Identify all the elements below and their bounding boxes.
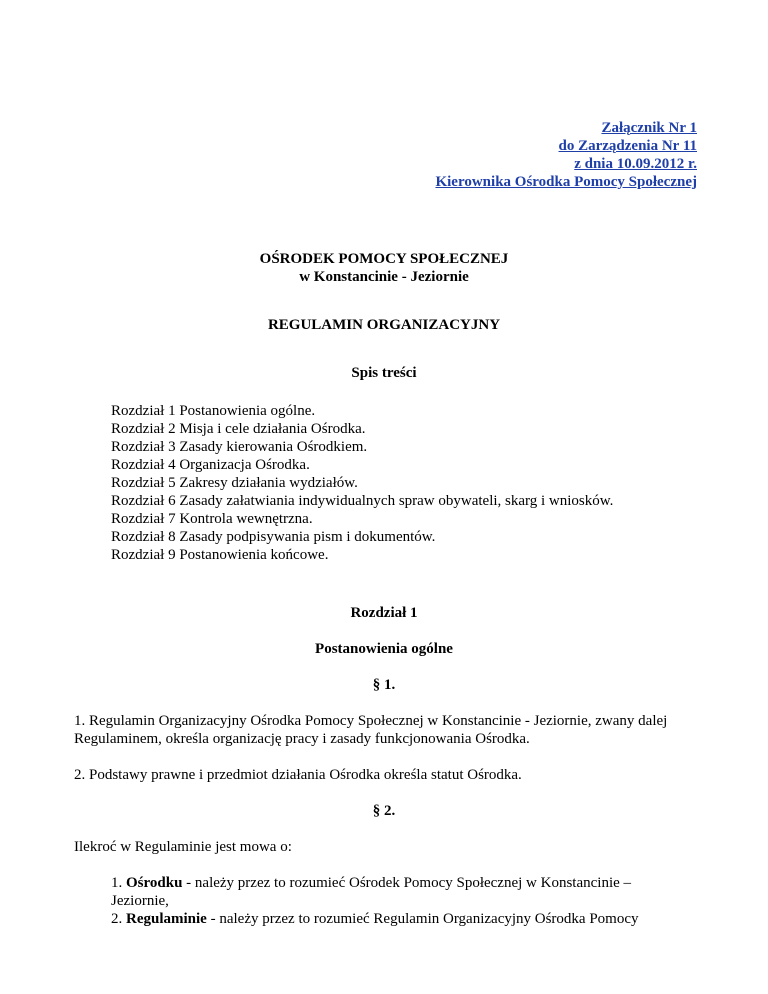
annex-line-2[interactable]: do Zarządzenia Nr 11 [558,138,697,154]
definition-term: Regulaminie [126,911,207,927]
chapter-heading: Rozdział 1 [350,605,418,621]
definition-item-1-continuation: Jeziornie, [111,893,169,909]
section-2-heading: § 2. [372,803,396,819]
toc-item: Rozdział 3 Zasady kierowania Ośrodkiem. [111,439,368,455]
paragraph-1-line-2: Regulaminem, określa organizację pracy i zasady funkcjonowania Ośrodka. [74,731,530,747]
definition-text: - należy przez to rozumieć Ośrodek Pomocy Społecznej w Konstancinie – [182,875,632,891]
toc-item: Rozdział 2 Misja i cele działania Ośrodka. [111,421,366,437]
toc-item: Rozdział 1 Postanowienia ogólne. [111,403,316,419]
institution-name: OŚRODEK POMOCY SPOŁECZNEJ [259,251,509,267]
annex-reference[interactable] [435,119,697,191]
toc-item: Rozdział 7 Kontrola wewnętrzna. [111,511,313,527]
definition-term: Ośrodku [126,875,183,891]
definition-item-1 [111,874,711,892]
paragraph-2: 2. Podstawy prawne i przedmiot działania Ośrodka określa statut Ośrodka. [74,767,522,783]
definitions-intro: Ilekroć w Regulaminie jest mowa o: [74,839,292,855]
toc-item: Rozdział 8 Zasady podpisywania pism i dokumentów. [111,529,436,545]
definition-list [111,874,711,928]
toc-item: Rozdział 4 Organizacja Ośrodka. [111,457,310,473]
paragraph-1-line-1: 1. Regulamin Organizacyjny Ośrodka Pomocy Społecznej w Konstancinie - Jeziornie, zwany dalej [74,713,668,729]
toc-heading: Spis treści [351,365,417,381]
toc-item: Rozdział 5 Zakresy działania wydziałów. [111,475,358,491]
definition-text: - należy przez to rozumieć Regulamin Organizacyjny Ośrodka Pomocy [206,911,639,927]
section-1-heading: § 1. [372,677,396,693]
definition-number: 1. [111,875,126,891]
toc-item: Rozdział 9 Postanowienia końcowe. [111,547,329,563]
chapter-subheading: Postanowienia ogólne [315,641,453,657]
document-title: REGULAMIN ORGANIZACYJNY [267,317,501,333]
institution-location: w Konstancinie - Jeziornie [299,269,469,285]
toc-item: Rozdział 6 Zasady załatwiania indywidualnych spraw obywateli, skarg i wniosków. [111,493,614,509]
annex-line-4[interactable]: Kierownika Ośrodka Pomocy Społecznej [435,174,697,190]
annex-line-3[interactable]: z dnia 10.09.2012 r. [574,156,697,172]
definition-item-2 [111,910,711,928]
table-of-contents [111,402,613,564]
paragraph-1 [74,712,714,748]
annex-line-1[interactable]: Załącznik Nr 1 [601,120,697,136]
definition-number: 2. [111,911,126,927]
